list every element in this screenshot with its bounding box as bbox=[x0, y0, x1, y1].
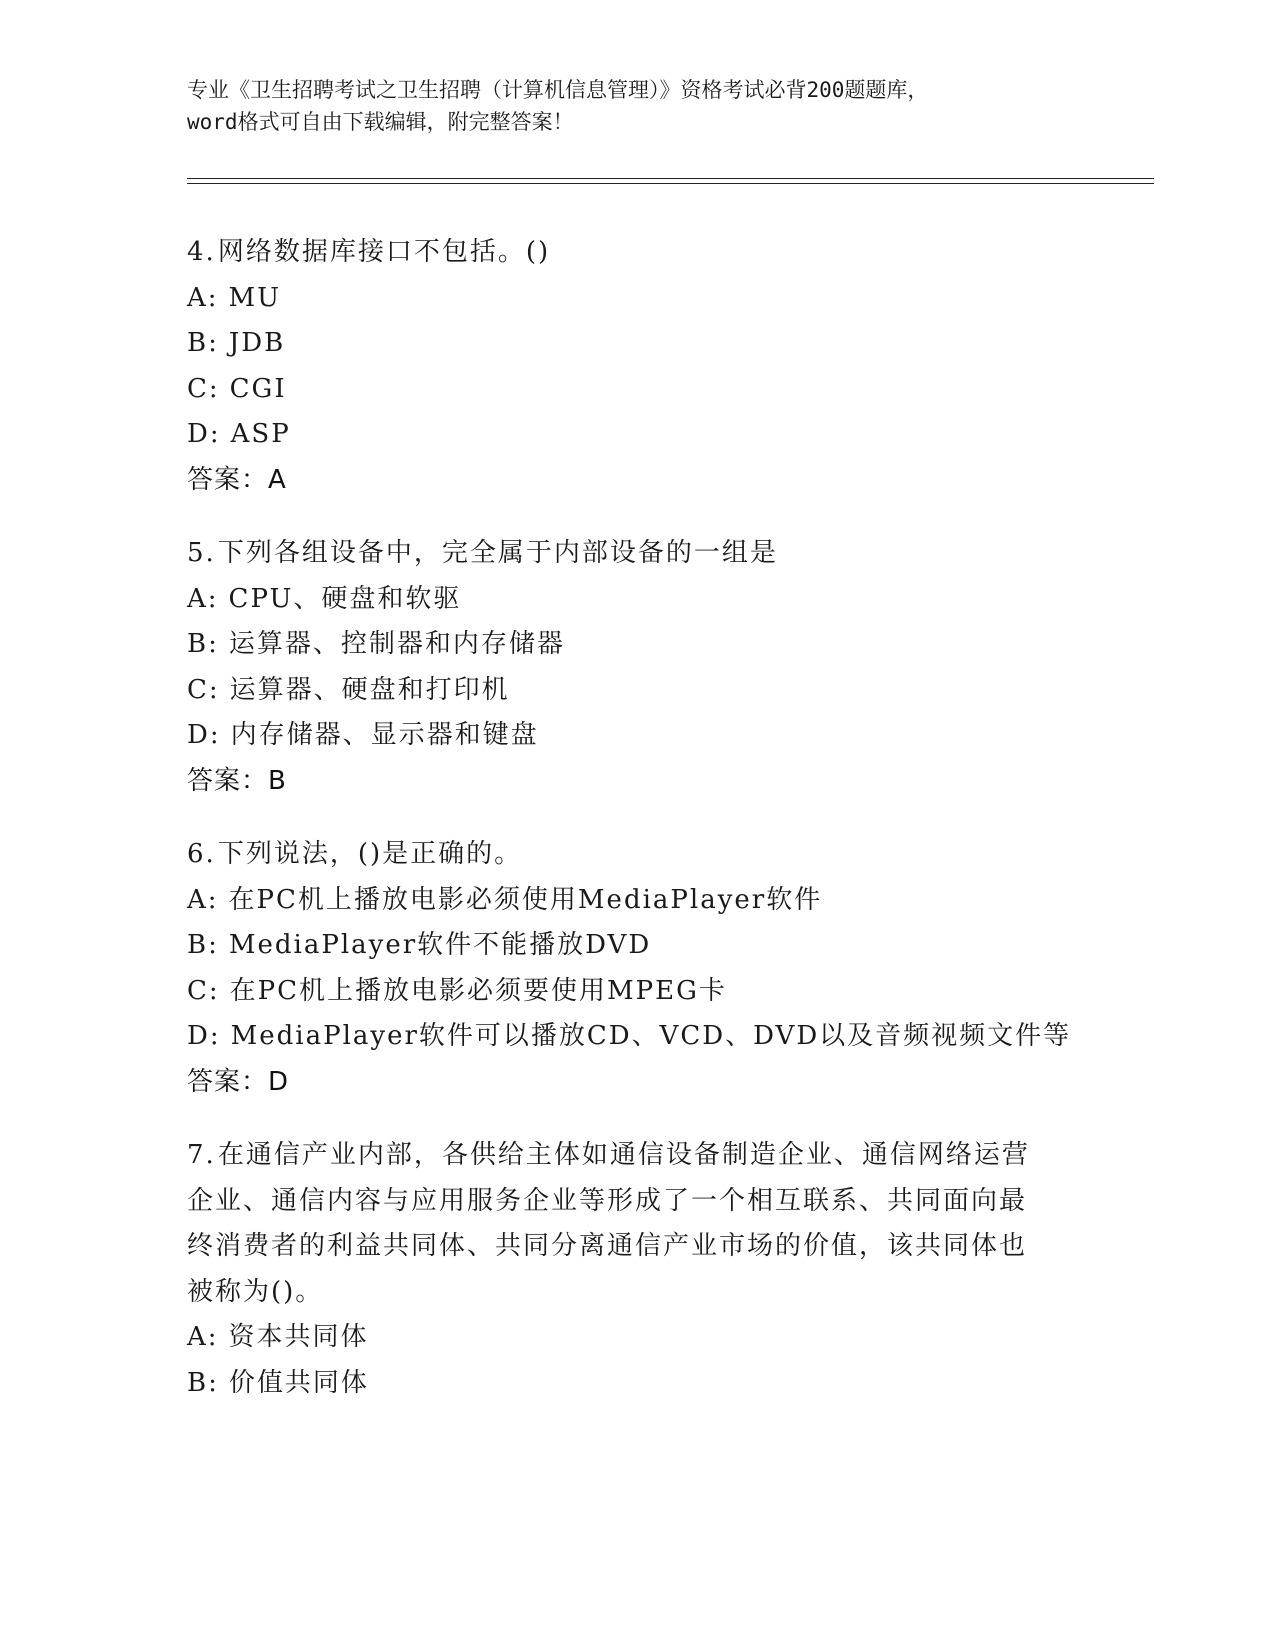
question-text: 下列各组设备中，完全属于内部设备的一组是 bbox=[217, 538, 778, 568]
option-key: B: bbox=[187, 629, 219, 659]
header-title-line-1: 专业《卫生招聘考试之卫生招聘（计算机信息管理）》资格考试必背200题题库， bbox=[187, 78, 929, 102]
document-header bbox=[187, 74, 1087, 138]
answer: 答案：A bbox=[187, 464, 287, 495]
option-key: C: bbox=[187, 373, 220, 404]
option-a bbox=[187, 1315, 1087, 1361]
option-key: A: bbox=[187, 1322, 219, 1352]
option-key: C: bbox=[187, 674, 220, 705]
option-a bbox=[187, 878, 1087, 924]
option-text: CPU、硬盘和软驱 bbox=[228, 583, 462, 614]
question-text-continued: 被称为()。 bbox=[187, 1276, 324, 1307]
question-number: 5. bbox=[187, 538, 216, 568]
option-d bbox=[187, 713, 1087, 759]
question-text: 网络数据库接口不包括。() bbox=[217, 237, 551, 267]
option-text: MediaPlayer软件不能播放DVD bbox=[228, 930, 652, 960]
option-key: B: bbox=[187, 1367, 219, 1398]
option-text: 价值共同体 bbox=[228, 1367, 369, 1398]
option-text: 运算器、硬盘和打印机 bbox=[229, 674, 510, 705]
option-text: 内存储器、显示器和键盘 bbox=[230, 720, 539, 750]
option-key: A: bbox=[187, 583, 219, 614]
header-title-line-2: word格式可自由下载编辑，附完整答案！ bbox=[187, 110, 574, 134]
option-text: 资本共同体 bbox=[228, 1322, 369, 1352]
question-number: 6. bbox=[187, 839, 216, 869]
option-text: MU bbox=[228, 282, 282, 313]
question-text-continued: 企业、通信内容与应用服务企业等形成了一个相互联系、共同面向最 bbox=[187, 1185, 1028, 1216]
header-divider-top bbox=[187, 178, 1154, 179]
option-key: D: bbox=[187, 720, 221, 750]
option-text: 在PC机上播放电影必须要使用MPEG卡 bbox=[229, 975, 727, 1006]
header-divider-bottom bbox=[187, 183, 1154, 184]
option-key: A: bbox=[187, 282, 219, 313]
question-5 bbox=[187, 531, 1087, 804]
option-key: B: bbox=[187, 930, 219, 960]
question-stem bbox=[187, 230, 1087, 276]
option-b bbox=[187, 1361, 1087, 1407]
question-7 bbox=[187, 1133, 1087, 1406]
option-key: D: bbox=[187, 419, 221, 449]
question-stem bbox=[187, 832, 1087, 878]
question-text: 在通信产业内部，各供给主体如通信设备制造企业、通信网络运营 bbox=[217, 1140, 1030, 1170]
question-text: 下列说法，()是正确的。 bbox=[217, 839, 523, 869]
option-b bbox=[187, 321, 1087, 367]
option-key: C: bbox=[187, 975, 220, 1006]
option-c bbox=[187, 367, 1087, 413]
option-text: 在PC机上播放电影必须使用MediaPlayer软件 bbox=[228, 884, 823, 915]
question-6 bbox=[187, 832, 1087, 1105]
option-text: CGI bbox=[229, 373, 287, 404]
option-text: MediaPlayer软件可以播放CD、VCD、DVD以及音频视频文件等 bbox=[230, 1021, 1072, 1051]
question-number: 7. bbox=[187, 1140, 216, 1170]
option-key: D: bbox=[187, 1021, 221, 1051]
option-d bbox=[187, 412, 1087, 458]
answer: 答案：B bbox=[187, 765, 287, 796]
answer: 答案：D bbox=[187, 1066, 290, 1097]
question-text-continued: 终消费者的利益共同体、共同分离通信产业市场的价值，该共同体也 bbox=[187, 1231, 1028, 1261]
question-stem bbox=[187, 531, 1087, 577]
option-key: A: bbox=[187, 884, 219, 915]
option-d bbox=[187, 1014, 1087, 1060]
option-text: ASP bbox=[230, 419, 291, 449]
option-c bbox=[187, 969, 1087, 1015]
question-number: 4. bbox=[187, 237, 216, 267]
option-a bbox=[187, 276, 1087, 322]
option-c bbox=[187, 668, 1087, 714]
question-4 bbox=[187, 230, 1087, 503]
option-key: B: bbox=[187, 328, 219, 358]
question-list bbox=[187, 230, 1087, 1434]
option-text: JDB bbox=[228, 328, 286, 358]
question-stem bbox=[187, 1133, 1087, 1179]
option-b bbox=[187, 622, 1087, 668]
option-b bbox=[187, 923, 1087, 969]
option-a bbox=[187, 577, 1087, 623]
option-text: 运算器、控制器和内存储器 bbox=[228, 629, 565, 659]
